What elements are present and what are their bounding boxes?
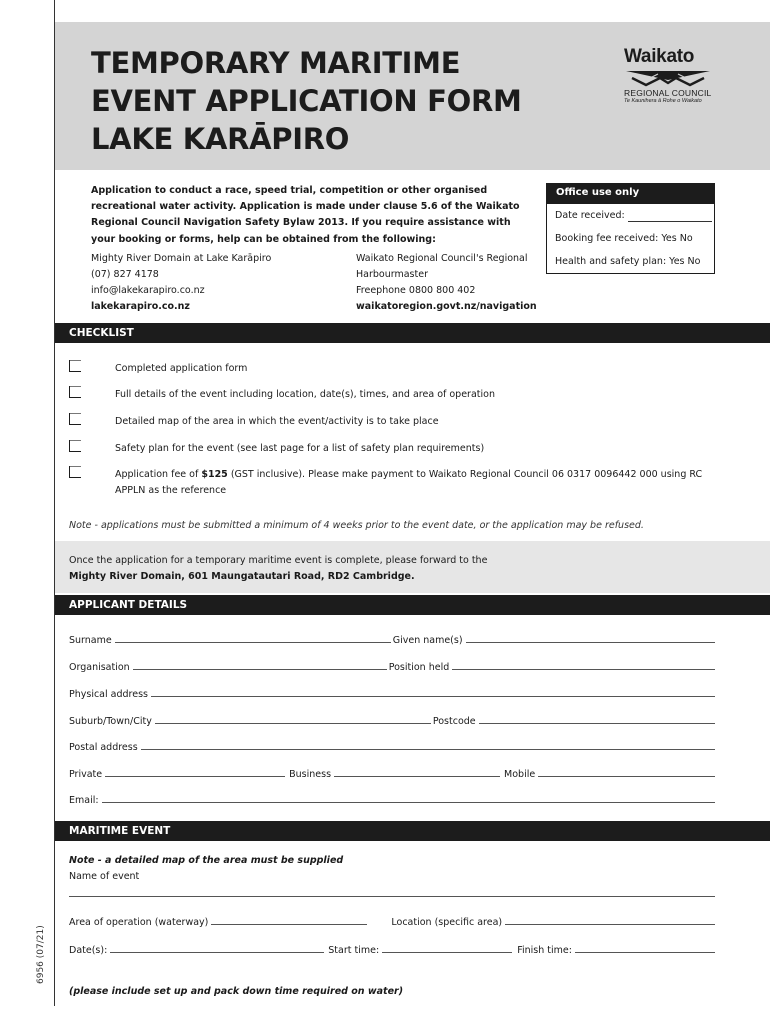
organisation-label: Organisation xyxy=(69,662,130,673)
contact-right-line1: Waikato Regional Council's Regional xyxy=(356,253,528,264)
office-use-box xyxy=(546,183,715,274)
logo-subtitle: REGIONAL COUNCIL xyxy=(624,88,712,98)
start-time-label: Start time: xyxy=(328,945,380,956)
postal-address-field[interactable] xyxy=(141,749,715,750)
event-name-field[interactable] xyxy=(69,896,715,897)
form-header xyxy=(55,22,770,170)
logo-tagline: Te Kaunihera ā Rohe o Waikato xyxy=(624,98,702,104)
area-label: Area of operation (waterway) xyxy=(69,917,209,928)
fee-amount: $125 xyxy=(201,469,228,480)
dates-label: Date(s): xyxy=(69,945,108,956)
fee-after: (GST inclusive). Please make payment to Waikato Regional Council 06 0317 0096442 000 using RC APPLN as the reference xyxy=(115,469,703,496)
checkbox-icon[interactable] xyxy=(69,440,81,452)
contact-right-phone: Freephone 0800 800 402 xyxy=(356,285,476,296)
fee-item-label xyxy=(115,467,735,499)
surname-label: Surname xyxy=(69,635,112,646)
office-use-heading: Office use only xyxy=(547,184,714,204)
checklist-item-label: Safety plan for the event (see last page for a list of safety plan requirements) xyxy=(115,443,485,454)
office-booking-fee: Booking fee received: Yes No xyxy=(555,233,693,244)
title-line-3: LAKE KARĀPIRO xyxy=(91,122,350,156)
surname-field[interactable] xyxy=(115,642,391,643)
area-field[interactable] xyxy=(211,924,367,925)
waikato-logo xyxy=(624,46,714,104)
dates-row xyxy=(69,942,715,956)
contact-right-website[interactable]: waikatoregion.govt.nz/navigation xyxy=(356,301,537,312)
finish-time-label: Finish time: xyxy=(517,945,572,956)
postcode-label: Postcode xyxy=(432,716,476,727)
area-row xyxy=(69,914,715,928)
office-date-received xyxy=(547,204,714,227)
contact-left-name: Mighty River Domain at Lake Karāpiro xyxy=(91,253,272,264)
date-received-label: Date received: xyxy=(555,210,625,221)
checklist-item-label: Detailed map of the area in which the event/activity is to take place xyxy=(115,416,439,427)
checklist-note: Note - applications must be submitted a minimum of 4 weeks prior to the event date, or the application may be refused. xyxy=(69,520,644,531)
contact-harbourmaster xyxy=(356,251,546,315)
maritime-heading: MARITIME EVENT xyxy=(55,821,770,841)
title-line-1: TEMPORARY MARITIME xyxy=(91,46,461,80)
forward-box xyxy=(55,541,770,593)
email-label: Email: xyxy=(69,795,99,806)
suburb-row xyxy=(69,713,715,727)
start-time-field[interactable] xyxy=(382,952,512,953)
checkbox-icon[interactable] xyxy=(69,413,81,425)
mobile-label: Mobile xyxy=(504,769,536,780)
title-line-2: EVENT APPLICATION FORM xyxy=(91,84,522,118)
email-row xyxy=(69,792,715,806)
suburb-label: Suburb/Town/City xyxy=(69,716,152,727)
physical-address-row xyxy=(69,686,715,700)
location-label: Location (specific area) xyxy=(391,917,503,928)
fee-before: Application fee of xyxy=(115,469,202,480)
map-note: Note - a detailed map of the area must be supplied xyxy=(69,855,344,866)
office-health-safety: Health and safety plan: Yes No xyxy=(555,256,701,267)
organisation-row xyxy=(69,659,715,673)
physical-address-label: Physical address xyxy=(69,689,148,700)
organisation-field[interactable] xyxy=(133,669,387,670)
location-field[interactable] xyxy=(505,924,715,925)
private-label: Private xyxy=(69,769,103,780)
contact-right-line2: Harbourmaster xyxy=(356,269,428,280)
logo-wave-icon xyxy=(624,69,712,87)
postal-address-row xyxy=(69,739,715,753)
private-phone-field[interactable] xyxy=(105,776,285,777)
forward-line1: Once the application for a temporary maritime event is complete, please forward to the xyxy=(69,555,488,566)
applicant-heading: APPLICANT DETAILS xyxy=(55,595,770,615)
intro-text: Application to conduct a race, speed trial, competition or other organised recreational water activity. Application is made under clause 5.6 of the Waikato Regional Council Navigation Safety Bylaw 2013. If you require assistance with your booking or forms, help can be obtained from the following: xyxy=(91,185,520,245)
postcode-field[interactable] xyxy=(479,723,715,724)
logo-name: Waikato xyxy=(624,46,695,67)
physical-address-field[interactable] xyxy=(151,696,715,697)
checkbox-icon[interactable] xyxy=(69,386,81,398)
suburb-field[interactable] xyxy=(155,723,431,724)
phone-row xyxy=(69,766,715,780)
checkbox-icon[interactable] xyxy=(69,360,81,372)
email-field[interactable] xyxy=(102,802,715,803)
given-names-field[interactable] xyxy=(466,642,715,643)
position-held-label: Position held xyxy=(388,662,450,673)
date-received-line xyxy=(628,212,712,222)
event-name-label: Name of event xyxy=(69,871,140,882)
surname-row xyxy=(69,632,715,646)
setup-note: (please include set up and pack down time required on water) xyxy=(69,986,404,997)
position-held-field[interactable] xyxy=(452,669,715,670)
form-title xyxy=(91,44,522,158)
contact-left-email[interactable]: info@lakekarapiro.co.nz xyxy=(91,285,205,296)
business-phone-field[interactable] xyxy=(334,776,500,777)
mobile-field[interactable] xyxy=(538,776,715,777)
contact-left-phone: (07) 827 4178 xyxy=(91,269,159,280)
business-label: Business xyxy=(289,769,332,780)
checkbox-icon[interactable] xyxy=(69,466,81,478)
forward-address: Mighty River Domain, 601 Maungatautari Road, RD2 Cambridge. xyxy=(69,571,415,582)
form-code: 6956 (07/21) xyxy=(36,925,46,984)
given-names-label: Given name(s) xyxy=(392,635,463,646)
dates-field[interactable] xyxy=(110,952,324,953)
checklist-item-label: Full details of the event including location, date(s), times, and area of operation xyxy=(115,389,495,400)
contact-left-website[interactable]: lakekarapiro.co.nz xyxy=(91,301,190,312)
postal-address-label: Postal address xyxy=(69,742,138,753)
checklist-heading: CHECKLIST xyxy=(55,323,770,343)
checklist-item-label: Completed application form xyxy=(115,363,248,374)
finish-time-field[interactable] xyxy=(575,952,715,953)
contact-mighty-river xyxy=(91,251,351,315)
